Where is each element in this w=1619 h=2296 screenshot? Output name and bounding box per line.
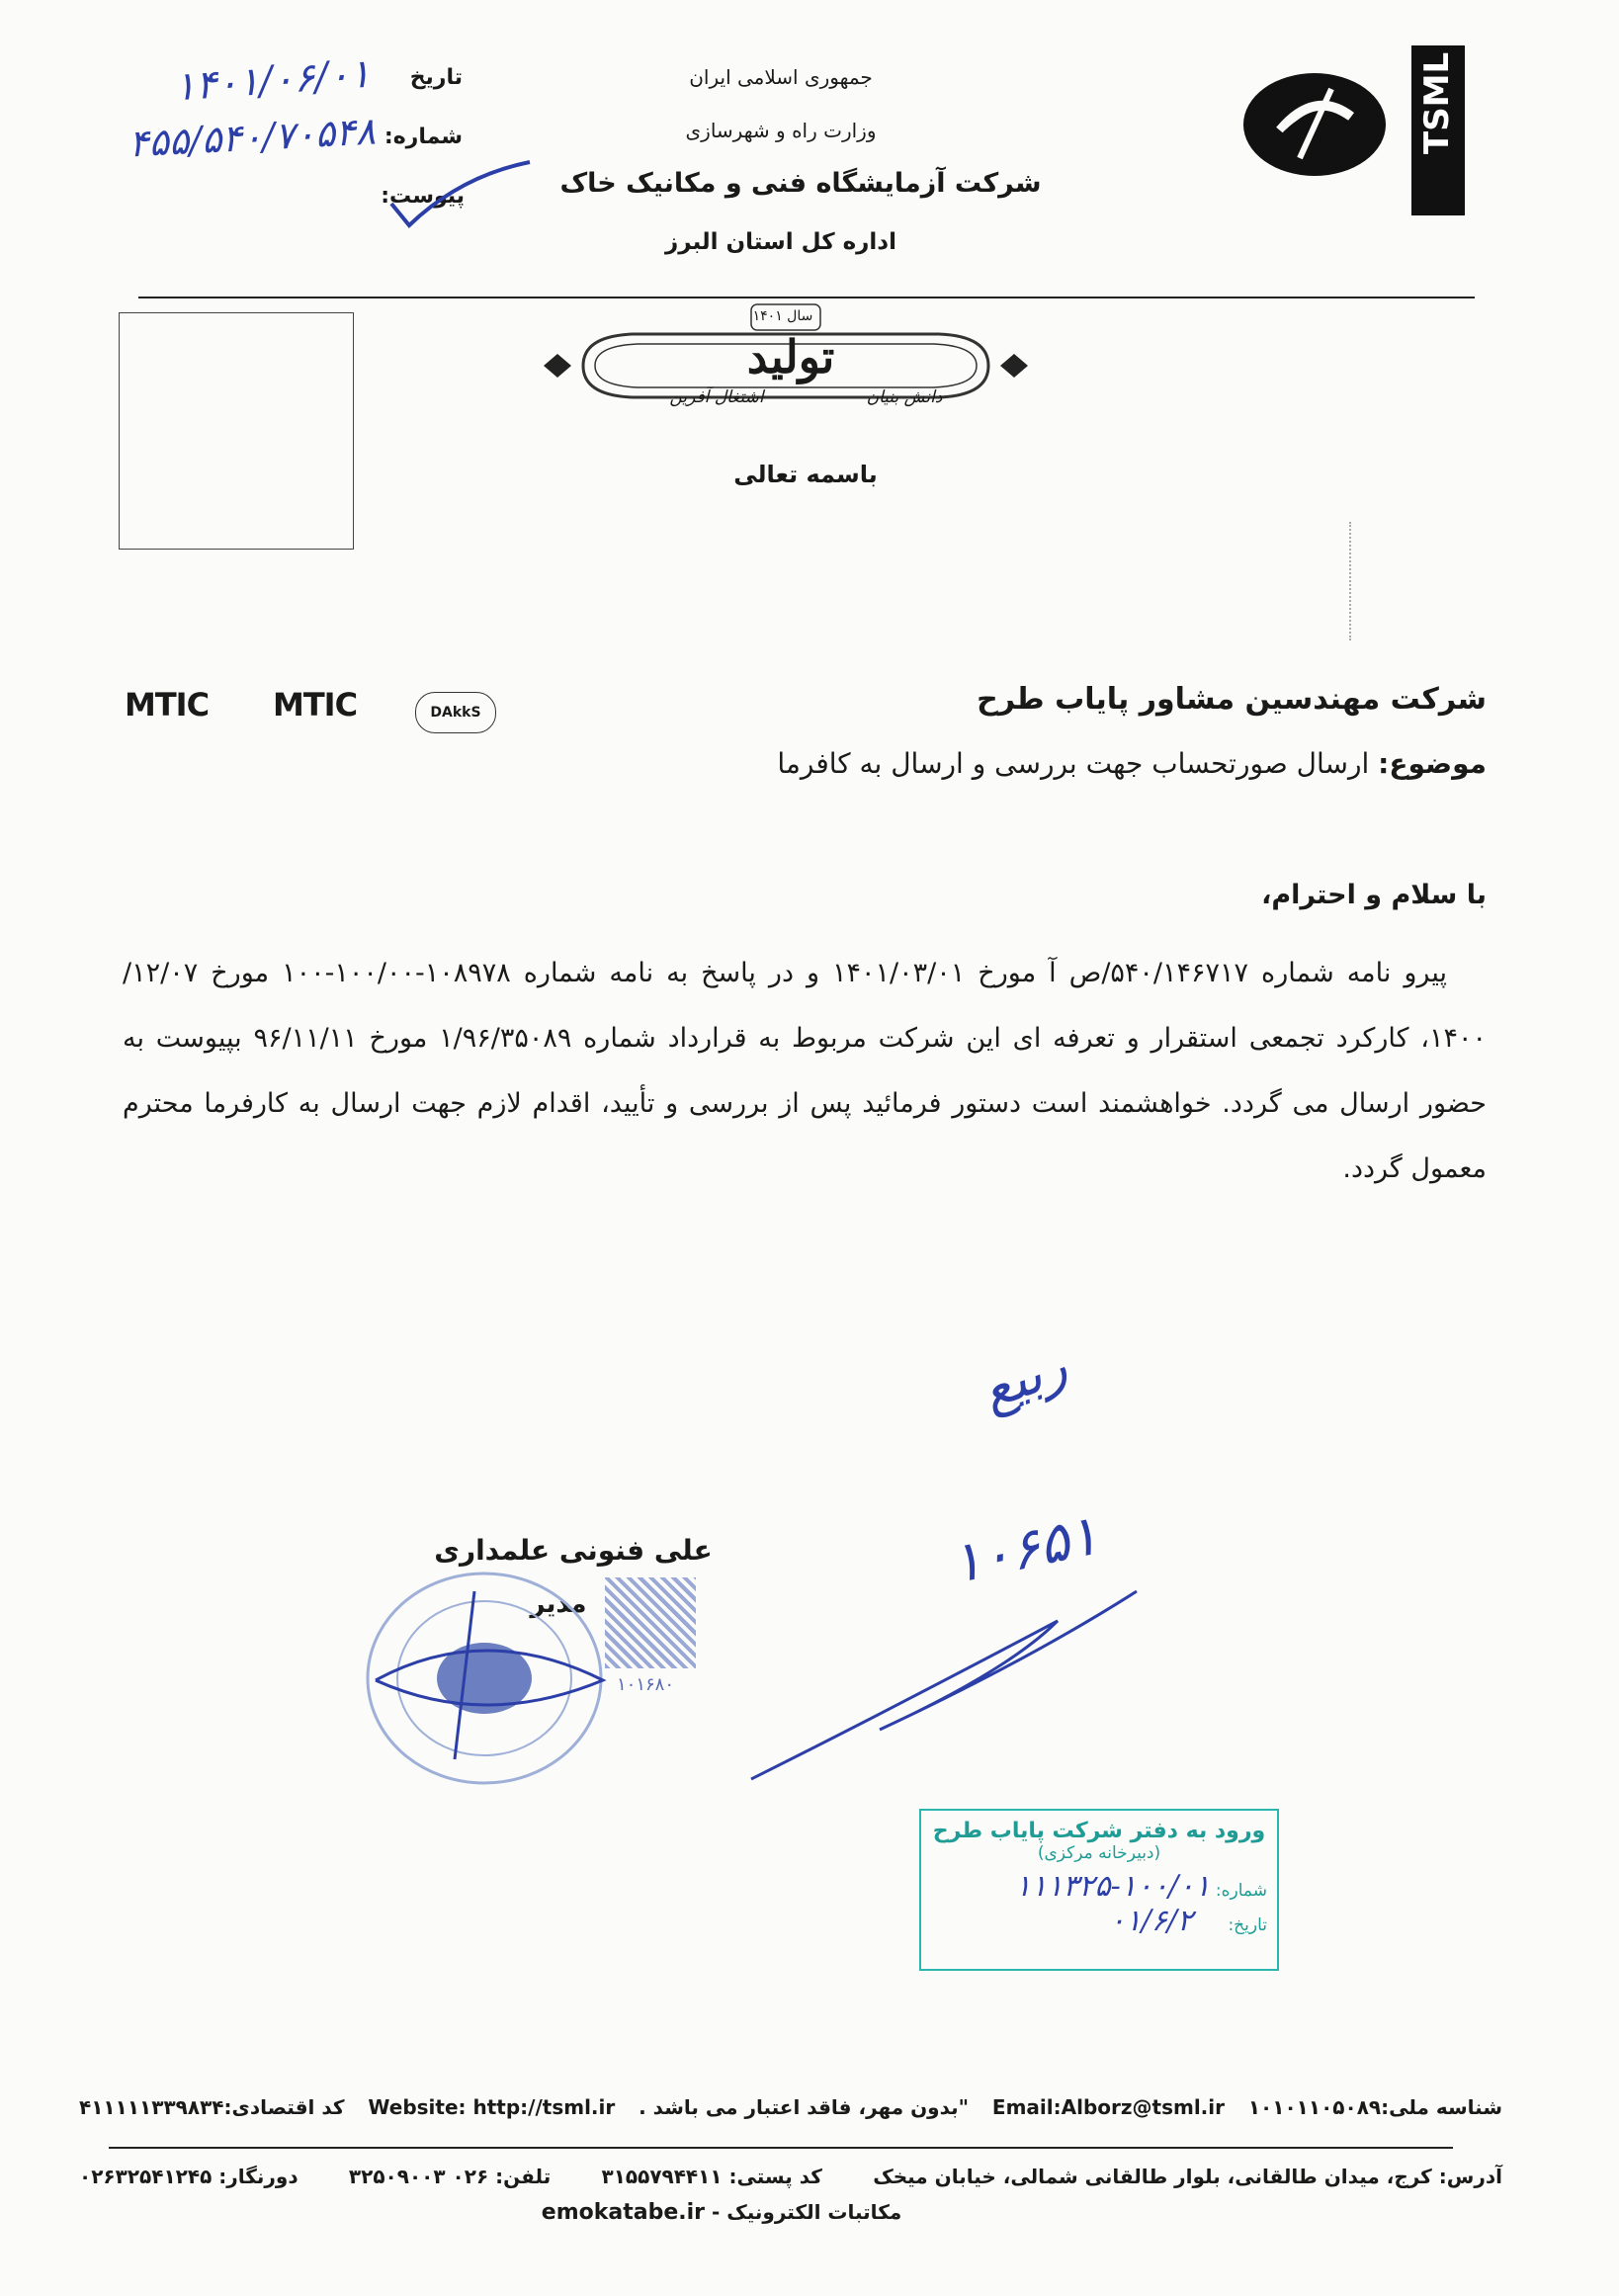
handwritten-note-line1: ربیع — [973, 1333, 1075, 1422]
tsml-logo-box — [1411, 45, 1465, 215]
received-stamp-subtitle: (دبیرخانه مرکزی) — [1037, 1843, 1161, 1863]
greeting: با سلام و احترام، — [1261, 880, 1487, 910]
signer-name: علی فنونی علمداری — [434, 1534, 713, 1567]
signer-title: مدیر — [530, 1589, 587, 1619]
footer-divider — [109, 2147, 1453, 2149]
emblem-year: سال ۱۴۰۱ — [752, 308, 813, 324]
number-value-handwritten: ۴۵۵/۵۴۰/۷۰۵۴۸ — [127, 109, 377, 166]
footer-address: آدرس: کرج، میدان طالقانی، بلوار طالقانی شمالی، خیابان میخک — [873, 2165, 1502, 2188]
subject-label: موضوع: — [1378, 747, 1487, 780]
received-stamp-number: ۱۰۰/۰۱-۱۱۱۳۲۵ — [1014, 1869, 1211, 1904]
footer-row-2 — [79, 2165, 1502, 2188]
invocation: باسمه تعالی — [733, 461, 878, 488]
number-label: شماره: — [383, 125, 463, 149]
footer-email[interactable]: Email:Alborz@tsml.ir — [991, 2095, 1225, 2119]
handwritten-stroke — [731, 1581, 1147, 1799]
footer-postal-code: کد پستی: ۳۱۵۵۷۹۴۴۱۱ — [601, 2165, 822, 2188]
emblem-line2: اشتغال آفرین — [669, 387, 764, 407]
footer-e-correspondence: مکاتبات الکترونیک - — [711, 2200, 902, 2224]
emblem-main: تولید — [746, 330, 835, 383]
logo-text: TSML — [1417, 51, 1457, 154]
footer-row-1 — [79, 2095, 1502, 2119]
department-title: اداره کل استان البرز — [665, 229, 896, 255]
recipient: شرکت مهندسین مشاور پایاب طرح — [977, 682, 1487, 717]
subject-line — [597, 747, 1487, 780]
date-value-handwritten: ۱۴۰۱/۰۶/۰۱ — [172, 50, 373, 111]
qr-code-icon — [605, 1577, 696, 1668]
subject-text: ارسال صورتحساب جهت بررسی و ارسال به کافرما — [777, 747, 1370, 780]
company-title: شرکت آزمایشگاه فنی و مکانیک خاک — [559, 168, 1042, 199]
cert-logo-mtic-2: MTIC — [273, 686, 358, 723]
received-stamp-date: ۰۱/۶/۲ — [1109, 1904, 1194, 1938]
received-stamp-date-row — [921, 1904, 1267, 1938]
footer-economic-code: کد اقتصادی:۴۱۱۱۱۱۳۳۹۸۳۴ — [79, 2095, 345, 2119]
tsml-emblem-icon — [1240, 69, 1389, 180]
footer-phone: تلفن: ۰۲۶ ۳۲۵۰۹۰۰۳ — [348, 2165, 552, 2188]
photo-placeholder — [119, 312, 354, 550]
ministry-title: وزارت راه و شهرسازی — [685, 119, 877, 142]
received-stamp-number-row — [921, 1869, 1267, 1904]
footer-website[interactable]: Website: http://tsml.ir — [368, 2095, 616, 2119]
country-title: جمهوری اسلامی ایران — [689, 65, 873, 89]
margin-mark — [1349, 522, 1371, 640]
footer-e-site[interactable]: emokatabe.ir — [541, 2200, 706, 2225]
date-label: تاریخ — [409, 65, 463, 90]
letter-paragraph: پیرو نامه شماره ۵۴۰/۱۴۶۷۱۷/ص آ مورخ ۱۴۰۱/۰۳/۰۱ و در پاسخ به نامه شماره ۱۰۸۹۷۸-۱۰۰/۰۰-۱۰۰ مورخ ۱۲/۰۷/ ۱۴۰۰، کارکرد تجمعی استقرار و تعرفه ای این شرکت مربوط به قرارداد شماره ۱/۹۶/۳۵۰۸۹ مورخ ۹۶/۱۱/۱۱ بپیوست به حضور ارسال می گردد. خواهشمند است دستور فرمائید پس از بررسی و تأیید، اقدام لازم جهت ارسال به کارفرما محترم معمول گردد. — [123, 958, 1487, 1184]
cert-logo-mtic-1: MTIC — [125, 686, 210, 723]
cert-logo-dakks: DAkkS — [415, 692, 496, 733]
seal-serial: ۱۰۱۶۸۰ — [617, 1674, 675, 1695]
footer-row-3 — [514, 2200, 929, 2225]
footer-national-id: شناسه ملی:۱۰۱۰۱۱۰۵۰۸۹ — [1247, 2095, 1502, 2119]
received-stamp-date-label: تاریخ: — [1228, 1915, 1267, 1935]
received-stamp-title: ورود به دفتر شرکت پایاب طرح — [932, 1819, 1266, 1843]
emblem-line1: دانش بنیان — [866, 387, 943, 407]
footer-fax: دورنگار: ۰۲۶۳۲۵۴۱۲۴۵ — [79, 2165, 298, 2188]
attachment-label: پیوست: — [381, 184, 465, 209]
check-mark-icon — [382, 156, 540, 235]
footer-notice: "بدون مهر، فاقد اعتبار می باشد . — [639, 2095, 970, 2119]
received-stamp — [919, 1809, 1279, 1971]
company-seal-icon — [356, 1562, 623, 1789]
handwritten-note-line2: ۱۰۶۵۱ — [945, 1502, 1105, 1597]
received-stamp-number-label: شماره: — [1215, 1881, 1267, 1901]
